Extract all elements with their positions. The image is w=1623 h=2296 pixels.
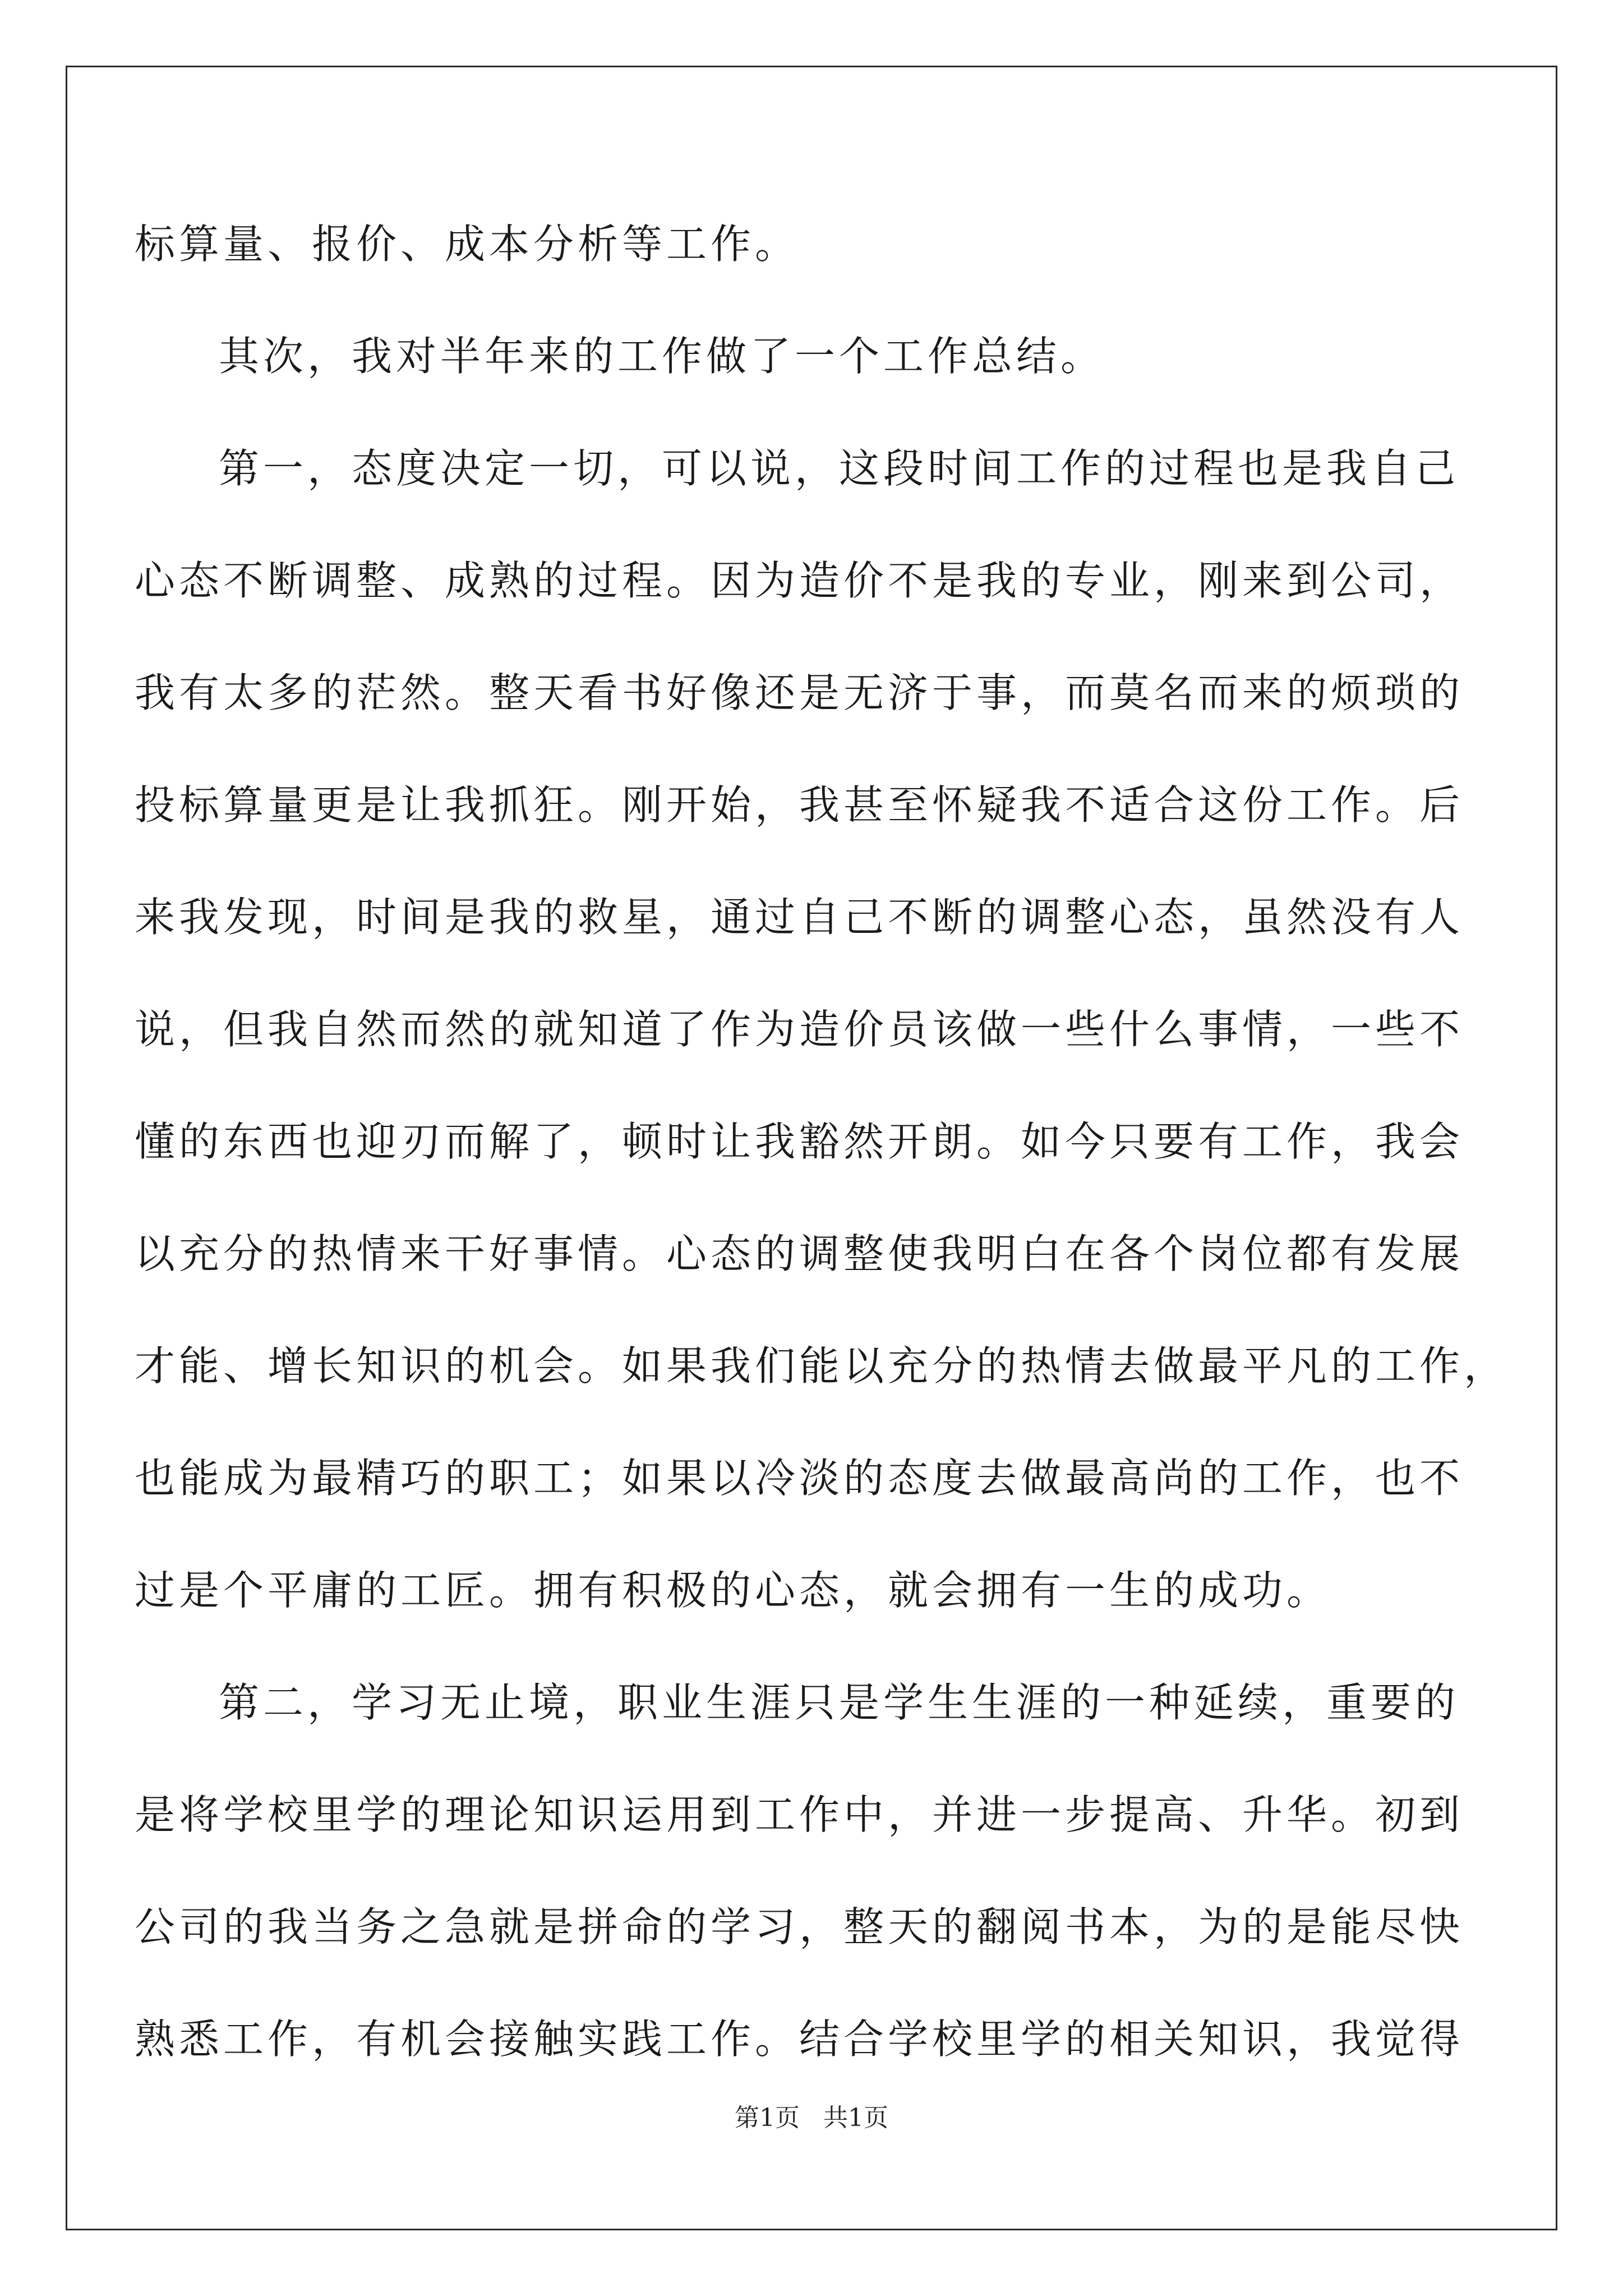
text-line-10: 以充分的热情来干好事情。心态的调整使我明白在各个岗位都有发展 <box>135 1230 1464 1277</box>
text-line-12: 也能成为最精巧的职工；如果以冷淡的态度去做最高尚的工作，也不 <box>135 1455 1464 1502</box>
text-line-7: 来我发现，时间是我的救星，通过自己不断的调整心态，虽然没有人 <box>135 894 1464 941</box>
text-line-9: 懂的东西也迎刃而解了，顿时让我豁然开朗。如今只要有工作，我会 <box>135 1118 1464 1165</box>
text-line-1: 标算量、报价、成本分析等工作。 <box>135 220 800 268</box>
text-line-3: 第一，态度决定一切，可以说，这段时间工作的过程也是我自己 <box>219 445 1460 492</box>
text-line-8: 说，但我自然而然的就知道了作为造价员该做一些什么事情，一些不 <box>135 1006 1464 1053</box>
text-line-6: 投标算量更是让我抓狂。刚开始，我甚至怀疑我不适合这份工作。后 <box>135 781 1464 829</box>
text-line-5: 我有太多的茫然。整天看书好像还是无济于事，而莫名而来的烦琐的 <box>135 669 1464 716</box>
text-line-4: 心态不断调整、成熟的过程。因为造价不是我的专业，刚来到公司， <box>135 557 1464 604</box>
text-line-16: 公司的我当务之急就是拼命的学习，整天的翻阅书本，为的是能尽快 <box>135 1903 1464 1950</box>
text-line-13: 过是个平庸的工匠。拥有积极的心态，就会拥有一生的成功。 <box>135 1567 1331 1614</box>
text-line-17: 熟悉工作，有机会接触实践工作。结合学校里学的相关知识，我觉得 <box>135 2016 1464 2063</box>
page-footer: 第1页 共1页 <box>735 2104 888 2132</box>
text-line-14: 第二，学习无止境，职业生涯只是学生生涯的一种延续，重要的 <box>219 1679 1460 1726</box>
text-line-11: 才能、增长知识的机会。如果我们能以充分的热情去做最平凡的工作， <box>135 1342 1509 1389</box>
text-line-2: 其次，我对半年来的工作做了一个工作总结。 <box>219 333 1105 380</box>
text-line-15: 是将学校里学的理论知识运用到工作中，并进一步提高、升华。初到 <box>135 1791 1464 1838</box>
